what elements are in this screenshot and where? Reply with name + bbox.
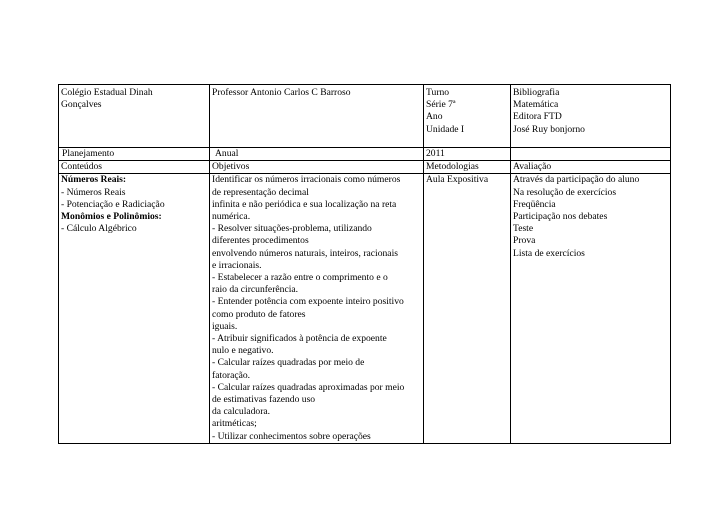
avaliacao-item: Na resolução de exercícios <box>513 186 617 198</box>
conteudo-item: - Potenciação e Radiciação <box>61 198 165 210</box>
bibliografia-line: Bibliografia <box>513 87 560 98</box>
objetivo-line: envolvendo números naturais, inteiros, racionais <box>212 247 398 259</box>
title-conteudos-text: Conteúdos <box>61 161 103 173</box>
objetivo-line: da calculadora. <box>212 406 271 418</box>
planning-period-text: Anual <box>215 148 239 159</box>
objetivo-line: diferentes procedimentos <box>212 235 309 247</box>
objetivo-line: raio da circunferência. <box>212 284 299 296</box>
title-objetivos-text: Objetivos <box>212 161 250 173</box>
objetivo-line: nulo e negativo. <box>212 345 274 357</box>
title-metodologias-text: Metodologias <box>426 161 479 173</box>
avaliacao-item: Lista de exercícios <box>513 247 585 259</box>
turno-cell <box>424 85 511 148</box>
conteudos-cell <box>59 174 210 443</box>
objetivo-line: Identificar os números irracionais como números <box>212 174 401 186</box>
bibliografia-line: Matemática <box>513 99 559 111</box>
objetivo-line: - Calcular raízes quadradas aproximadas por meio <box>212 381 405 393</box>
title-metodologias <box>424 161 511 174</box>
avaliacao-item: Através da participação do aluno <box>513 174 640 186</box>
objetivo-line: - Calcular raízes quadradas por meio de <box>212 357 365 369</box>
lesson-plan-table <box>58 84 671 444</box>
bibliografia-cell <box>511 85 671 148</box>
avaliacao-item: Freqüência <box>513 198 556 210</box>
objetivo-line: - Estabelecer a razão entre o comprimento e o <box>212 272 388 284</box>
conteudo-item: Monômios e Polinômios: <box>61 211 162 223</box>
turno-line: Unidade I <box>426 123 465 135</box>
objetivo-line: aritméticas; <box>212 418 257 430</box>
school-line: Colégio Estadual Dinah <box>61 87 153 98</box>
objetivo-line: - Utilizar conhecimentos sobre operações <box>212 430 371 442</box>
conteudo-item: - Números Reais <box>61 186 126 198</box>
title-avaliacao <box>511 161 671 174</box>
objetivo-line: numérica. <box>212 211 251 223</box>
content-row <box>59 174 671 443</box>
avaliacao-item: Prova <box>513 235 536 247</box>
title-objetivos <box>210 161 424 174</box>
objetivo-line: como produto de fatores <box>212 308 306 320</box>
objetivo-line: infinita e não periódica e sua localização na reta <box>212 198 397 210</box>
objetivo-line: - Atribuir significados à potência de expoente <box>212 333 387 345</box>
planning-row <box>59 148 671 161</box>
title-conteudos <box>59 161 210 174</box>
metodologia-item: Aula Expositiva <box>426 174 489 186</box>
school-line: Gonçalves <box>61 99 102 111</box>
planning-year <box>424 148 511 161</box>
objetivo-line: de representação decimal <box>212 186 309 198</box>
objetivo-line: e irracionais. <box>212 259 262 271</box>
objetivo-line: de estimativas fazendo uso <box>212 394 316 406</box>
avaliacao-cell <box>511 174 671 443</box>
avaliacao-item: Teste <box>513 223 534 235</box>
planning-period <box>210 148 424 161</box>
objetivo-line: - Entender potência com expoente inteiro positivo <box>212 296 404 308</box>
bibliografia-line: Editora FTD <box>513 111 562 123</box>
header-row <box>59 85 671 148</box>
planning-label <box>59 148 210 161</box>
turno-line: Ano <box>426 111 443 123</box>
objetivos-cell <box>210 174 424 443</box>
title-avaliacao-text: Avaliação <box>513 161 552 173</box>
objetivo-line: - Resolver situações-problema, utilizando <box>212 223 372 235</box>
avaliacao-item: Participação nos debates <box>513 211 608 223</box>
turno-line: Série 7ª <box>426 99 456 111</box>
titles-row <box>59 161 671 174</box>
conteudo-item: - Cálculo Algébrico <box>61 223 137 235</box>
bibliografia-line: José Ruy bonjorno <box>513 123 585 135</box>
teacher-cell <box>210 85 424 148</box>
planning-extra <box>511 148 671 161</box>
conteudo-item: Números Reais: <box>61 174 127 186</box>
objetivo-line: iguais. <box>212 320 238 332</box>
planning-year-text: 2011 <box>426 148 445 159</box>
school-cell <box>59 85 210 148</box>
turno-line: Turno <box>426 87 450 98</box>
metodologias-cell <box>424 174 511 443</box>
planning-label-text: Planejamento <box>62 148 115 159</box>
teacher-name: Professor Antonio Carlos C Barroso <box>212 87 351 98</box>
objetivo-line: fatoração. <box>212 369 251 381</box>
